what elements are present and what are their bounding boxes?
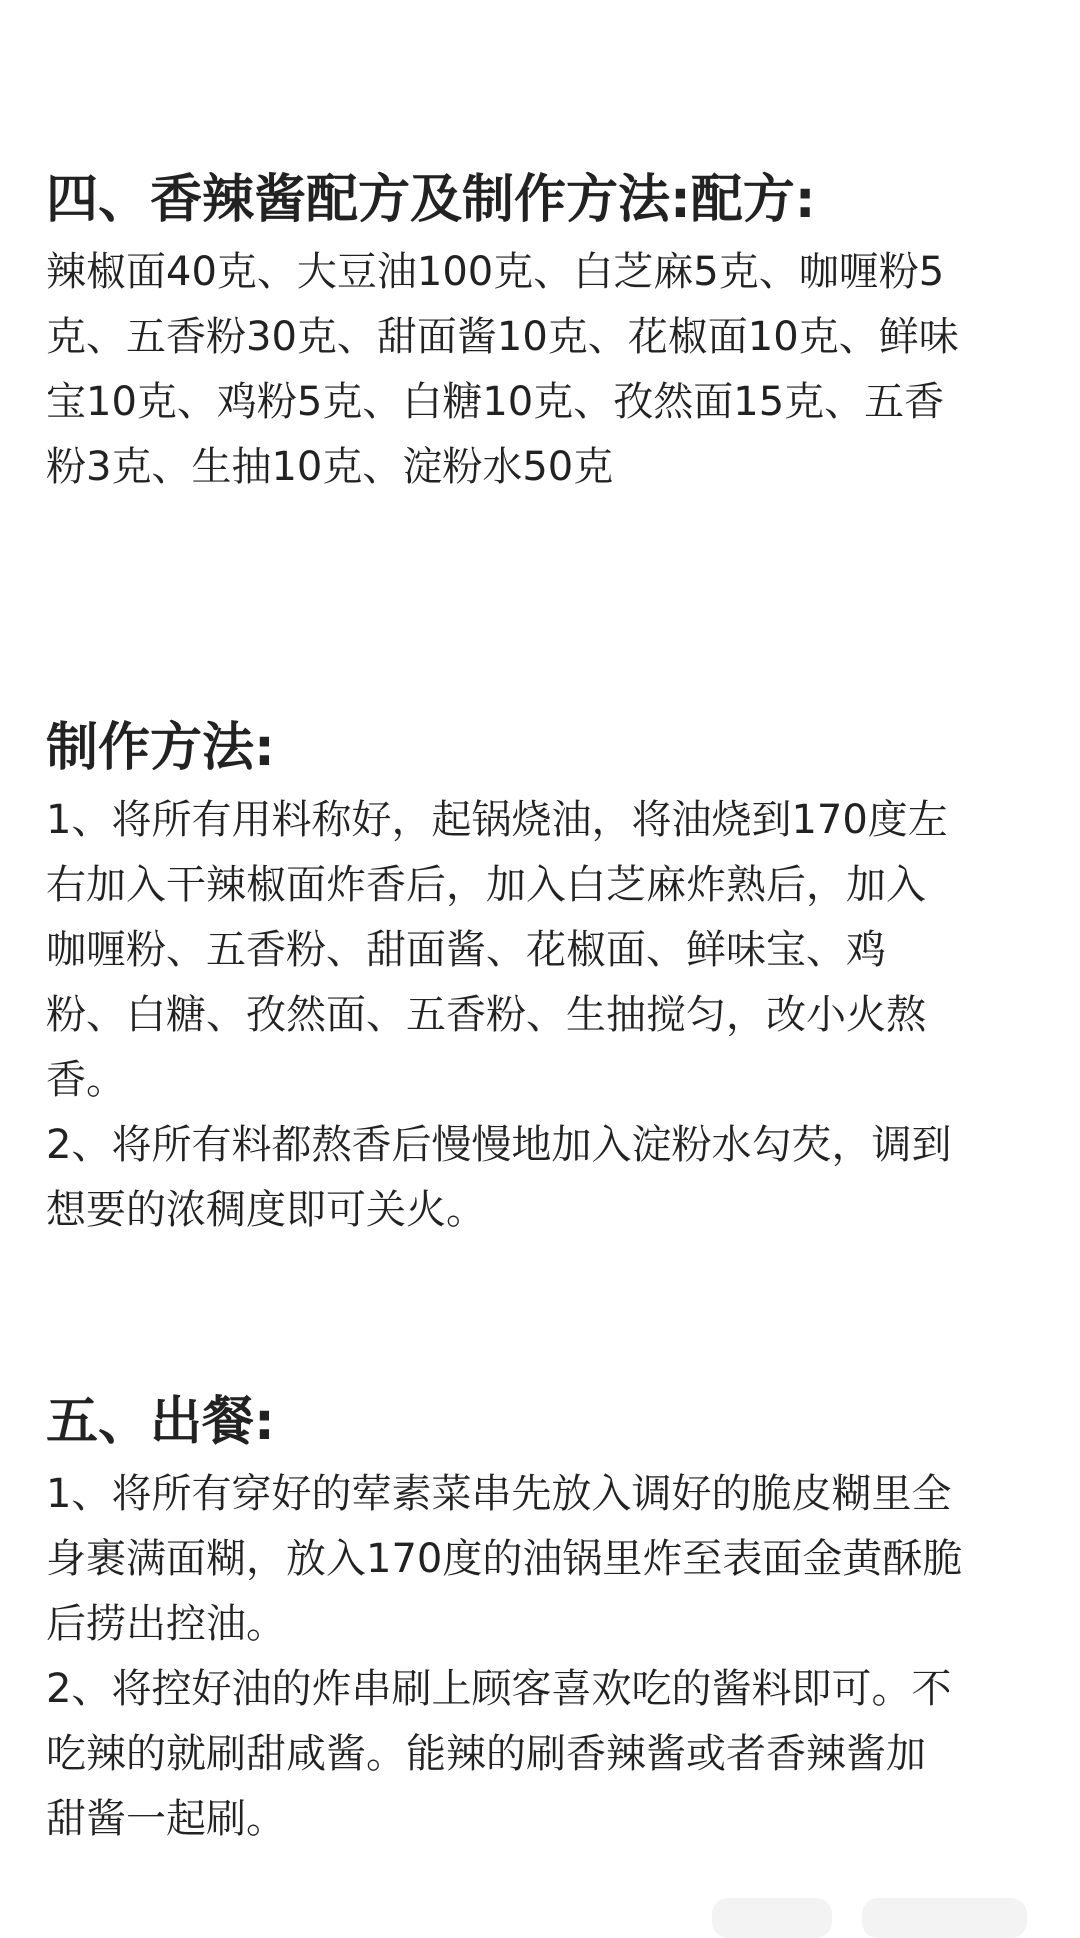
text-line: 后捞出控油。 bbox=[46, 1601, 286, 1647]
text-line: 吃辣的就刷甜咸酱。能辣的刷香辣酱或者香辣酱加 bbox=[46, 1731, 926, 1777]
text-line: 1、将所有穿好的荤素菜串先放入调好的脆皮糊里全 bbox=[46, 1471, 952, 1517]
text-line: 想要的浓稠度即可关火。 bbox=[46, 1187, 486, 1233]
text-line: 咖喱粉、五香粉、甜面酱、花椒面、鲜味宝、鸡 bbox=[46, 927, 886, 973]
section-heading: 四、香辣酱配方及制作方法:配方: bbox=[46, 170, 816, 230]
bottom-bar-chip[interactable] bbox=[862, 1898, 1027, 1938]
text-line: 右加入干辣椒面炸香后，加入白芝麻炸熟后，加入 bbox=[46, 862, 926, 908]
bottom-bar-chip[interactable] bbox=[712, 1898, 832, 1938]
section-heading: 五、出餐: bbox=[46, 1392, 275, 1452]
serving-section bbox=[46, 1390, 1041, 1852]
sauce-recipe-section bbox=[46, 168, 1041, 500]
text-line: 身裹满面糊，放入170度的油锅里炸至表面金黄酥脆 bbox=[46, 1536, 963, 1582]
text-line: 甜酱一起刷。 bbox=[46, 1796, 286, 1842]
text-line: 香。 bbox=[46, 1057, 126, 1103]
text-line: 粉3克、生抽10克、淀粉水50克 bbox=[46, 444, 614, 490]
text-line: 宝10克、鸡粉5克、白糖10克、孜然面15克、五香 bbox=[46, 379, 945, 425]
text-line: 克、五香粉30克、甜面酱10克、花椒面10克、鲜味 bbox=[46, 314, 959, 360]
section-heading: 制作方法: bbox=[46, 718, 275, 778]
text-line: 辣椒面40克、大豆油100克、白芝麻5克、咖喱粉5 bbox=[46, 249, 945, 295]
text-line: 1、将所有用料称好，起锅烧油，将油烧到170度左 bbox=[46, 797, 948, 843]
text-line: 2、将控好油的炸串刷上顾客喜欢吃的酱料即可。不 bbox=[46, 1666, 952, 1712]
text-line: 粉、白糖、孜然面、五香粉、生抽搅匀，改小火熬 bbox=[46, 992, 926, 1038]
method-section bbox=[46, 716, 1041, 1243]
text-line: 2、将所有料都熬香后慢慢地加入淀粉水勾芡，调到 bbox=[46, 1122, 952, 1168]
